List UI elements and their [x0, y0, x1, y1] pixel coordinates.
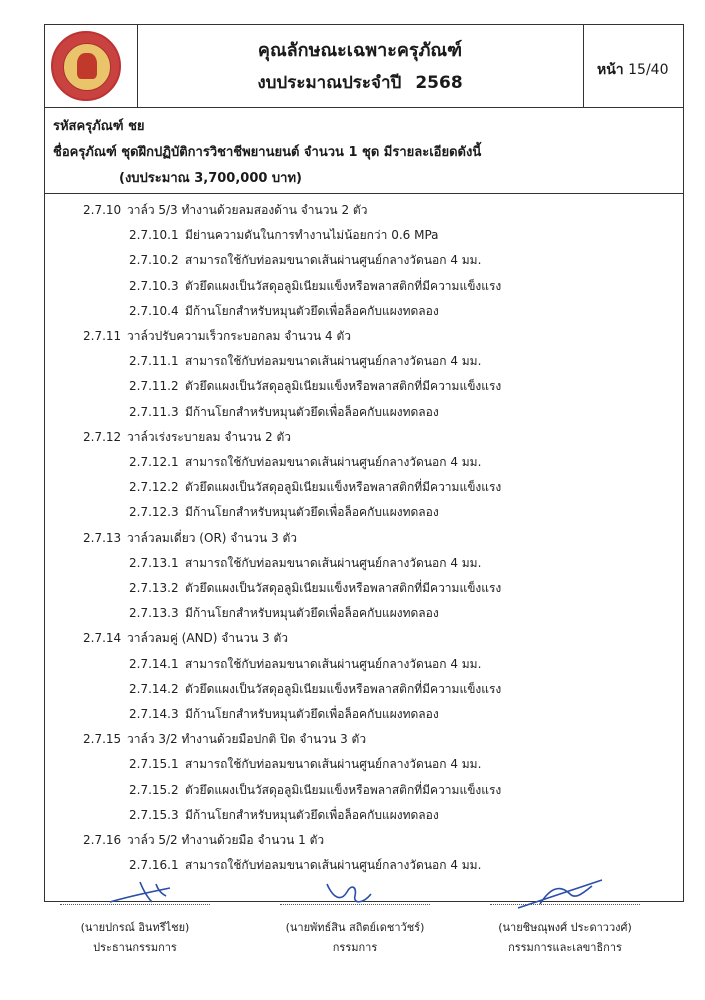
document-frame [44, 24, 684, 902]
signatory-name: (นายพัทธ์สิน สถิตย์เดชาวัชร์) [285, 921, 425, 934]
item-text: วาล์วเร่งระบายลม จำนวน 2 ตัว [127, 429, 292, 444]
spec-sub-item [129, 503, 439, 522]
item-text: มีย่านความดันในการทำงานไม่น้อยกว่า 0.6 MPa [185, 228, 439, 243]
item-number: 2.7.11 [83, 329, 122, 343]
item-text: วาล์ว 5/3 ทำงานด้วยลมสองด้าน จำนวน 2 ตัว [127, 203, 368, 217]
item-number: 2.7.12.2 [129, 480, 179, 495]
item-text: ตัวยึดแผงเป็นวัสดุอลูมิเนียมแข็งหรือพลาสติกที่มีความแข็งแรง [185, 782, 502, 797]
item-number: 2.7.13.2 [129, 581, 179, 595]
item-number: 2.7.12 [83, 429, 122, 444]
item-text: มีก้านโยกสำหรับหมุนตัวยึดเพื่อล็อคกับแผงทดลอง [185, 303, 439, 318]
header-row [45, 25, 683, 108]
spec-section-item [83, 831, 324, 850]
item-number: 2.7.15.3 [129, 807, 179, 822]
item-number: 2.7.10.3 [129, 278, 179, 293]
item-text: มีก้านโยกสำหรับหมุนตัวยึดเพื่อล็อคกับแผงทดลอง [185, 505, 439, 520]
spec-sub-item [129, 781, 501, 800]
vocational-education-seal-logo [51, 31, 121, 101]
item-number: 2.7.11.2 [129, 379, 179, 394]
item-number: 2.7.13.1 [129, 555, 179, 570]
spec-sub-item [129, 680, 501, 699]
document-title: คุณลักษณะเฉพาะครุภัณฑ์ [257, 40, 463, 61]
equipment-name: ชื่อครุภัณฑ์ ชุดฝึกปฏิบัติการวิชาชีพยานยนต์ จำนวน 1 ชุด มีรายละเอียดดังนี้ [53, 145, 482, 160]
item-number: 2.7.14.2 [129, 681, 179, 696]
spec-sub-item [129, 226, 439, 245]
item-number: 2.7.14 [83, 631, 122, 646]
signature-mark [315, 874, 385, 910]
item-number: 2.7.13 [83, 530, 122, 545]
equipment-info [45, 107, 683, 194]
equipment-budget: (งบประมาณ 3,700,000 บาท) [119, 171, 302, 186]
signatory-name: (นายชิษณุพงศ์ ประดาววงศ์) [498, 921, 632, 934]
item-number: 2.7.14.3 [129, 707, 179, 721]
signatory-name: (นายปกรณ์ อินทรีไชย) [80, 921, 190, 934]
spec-sub-item [129, 806, 439, 825]
item-text: วาล์วปรับความเร็วกระบอกลม จำนวน 4 ตัว [127, 329, 351, 343]
item-text: สามารถใช้กับท่อลมขนาดเส้นผ่านศูนย์กลางวัดนอก 4 มม. [185, 354, 482, 369]
item-number: 2.7.10.4 [129, 303, 179, 318]
item-number: 2.7.10.1 [129, 228, 179, 243]
signature-mark [510, 874, 610, 914]
item-text: สามารถใช้กับท่อลมขนาดเส้นผ่านศูนย์กลางวัดนอก 4 มม. [185, 757, 482, 772]
spec-sub-item [129, 604, 439, 623]
spec-sub-item [129, 554, 481, 573]
item-text: มีก้านโยกสำหรับหมุนตัวยึดเพื่อล็อคกับแผงทดลอง [185, 807, 439, 822]
item-text: สามารถใช้กับท่อลมขนาดเส้นผ่านศูนย์กลางวัดนอก 4 มม. [185, 455, 482, 469]
spec-sub-item [129, 579, 501, 598]
item-number: 2.7.11.3 [129, 404, 179, 419]
item-number: 2.7.15.1 [129, 757, 179, 772]
item-text: วาล์วลมเดี่ยว (OR) จำนวน 3 ตัว [127, 530, 297, 545]
item-number: 2.7.12.3 [129, 505, 179, 520]
item-number: 2.7.15 [83, 732, 122, 747]
spec-sub-item [129, 403, 439, 422]
spec-section-item [83, 327, 351, 346]
spec-section-item [83, 629, 288, 648]
signatory-role: ประธานกรรมการ [93, 941, 177, 954]
page-cell [583, 25, 683, 107]
item-number: 2.7.13.3 [129, 606, 179, 621]
signature-mark [100, 874, 190, 910]
item-number: 2.7.15.2 [129, 782, 179, 797]
budget-year: 2568 [415, 73, 463, 93]
item-text: วาล์ว 5/2 ทำงานด้วยมือ จำนวน 1 ตัว [127, 833, 325, 847]
logo-cell [45, 25, 138, 107]
spec-sub-item [129, 352, 481, 371]
spec-section-item [83, 428, 291, 447]
item-text: สามารถใช้กับท่อลมขนาดเส้นผ่านศูนย์กลางวัดนอก 4 มม. [185, 253, 482, 268]
spec-sub-item [129, 277, 501, 296]
item-number: 2.7.16 [83, 833, 122, 847]
item-text: ตัวยึดแผงเป็นวัสดุอลูมิเนียมแข็งหรือพลาสติกที่มีความแข็งแรง [185, 480, 502, 495]
budget-year-title: งบประมาณประจำปี 2568 [257, 73, 463, 93]
item-number: 2.7.11.1 [129, 354, 179, 369]
spec-sub-item [129, 856, 481, 875]
item-text: สามารถใช้กับท่อลมขนาดเส้นผ่านศูนย์กลางวัดนอก 4 มม. [185, 858, 482, 873]
item-text: ตัวยึดแผงเป็นวัสดุอลูมิเนียมแข็งหรือพลาสติกที่มีความแข็งแรง [185, 278, 502, 293]
spec-sub-item [129, 377, 501, 396]
spec-section-item [83, 201, 367, 220]
spec-sub-item [129, 755, 481, 774]
item-text: สามารถใช้กับท่อลมขนาดเส้นผ่านศูนย์กลางวัดนอก 4 มม. [185, 656, 482, 671]
item-text: ตัวยึดแผงเป็นวัสดุอลูมิเนียมแข็งหรือพลาสติกที่มีความแข็งแรง [185, 681, 502, 696]
item-text: สามารถใช้กับท่อลมขนาดเส้นผ่านศูนย์กลางวัดนอก 4 มม. [185, 555, 482, 570]
item-number: 2.7.10.2 [129, 253, 179, 268]
item-text: วาล์วลมคู่ (AND) จำนวน 3 ตัว [127, 631, 288, 646]
spec-sub-item [129, 478, 501, 497]
equipment-code: รหัสครุภัณฑ์ ชย [53, 119, 145, 134]
item-number: 2.7.14.1 [129, 656, 179, 671]
title-cell [137, 25, 584, 107]
item-text: มีก้านโยกสำหรับหมุนตัวยึดเพื่อล็อคกับแผงทดลอง [185, 707, 439, 721]
item-text: ตัวยึดแผงเป็นวัสดุอลูมิเนียมแข็งหรือพลาสติกที่มีความแข็งแรง [185, 379, 502, 394]
spec-sub-item [129, 655, 481, 674]
item-number: 2.7.12.1 [129, 455, 179, 469]
spec-list [45, 193, 683, 901]
item-text: มีก้านโยกสำหรับหมุนตัวยึดเพื่อล็อคกับแผงทดลอง [185, 606, 439, 621]
item-text: ตัวยึดแผงเป็นวัสดุอลูมิเนียมแข็งหรือพลาสติกที่มีความแข็งแรง [185, 581, 502, 595]
item-number: 2.7.10 [83, 203, 122, 217]
spec-sub-item [129, 251, 481, 270]
signature-area [0, 900, 705, 1000]
item-text: มีก้านโยกสำหรับหมุนตัวยึดเพื่อล็อคกับแผงทดลอง [185, 404, 439, 419]
spec-section-item [83, 730, 366, 749]
spec-sub-item [129, 302, 439, 321]
signatory-role: กรรมการและเลขาธิการ [508, 941, 622, 954]
item-number: 2.7.16.1 [129, 858, 179, 873]
page-number: หน้า 15/40 [597, 62, 669, 78]
spec-sub-item [129, 453, 481, 472]
signatory-role: กรรมการ [332, 941, 378, 954]
item-text: วาล์ว 3/2 ทำงานด้วยมือปกติ ปิด จำนวน 3 ตัว [127, 732, 367, 747]
spec-sub-item [129, 705, 439, 724]
spec-section-item [83, 529, 297, 548]
